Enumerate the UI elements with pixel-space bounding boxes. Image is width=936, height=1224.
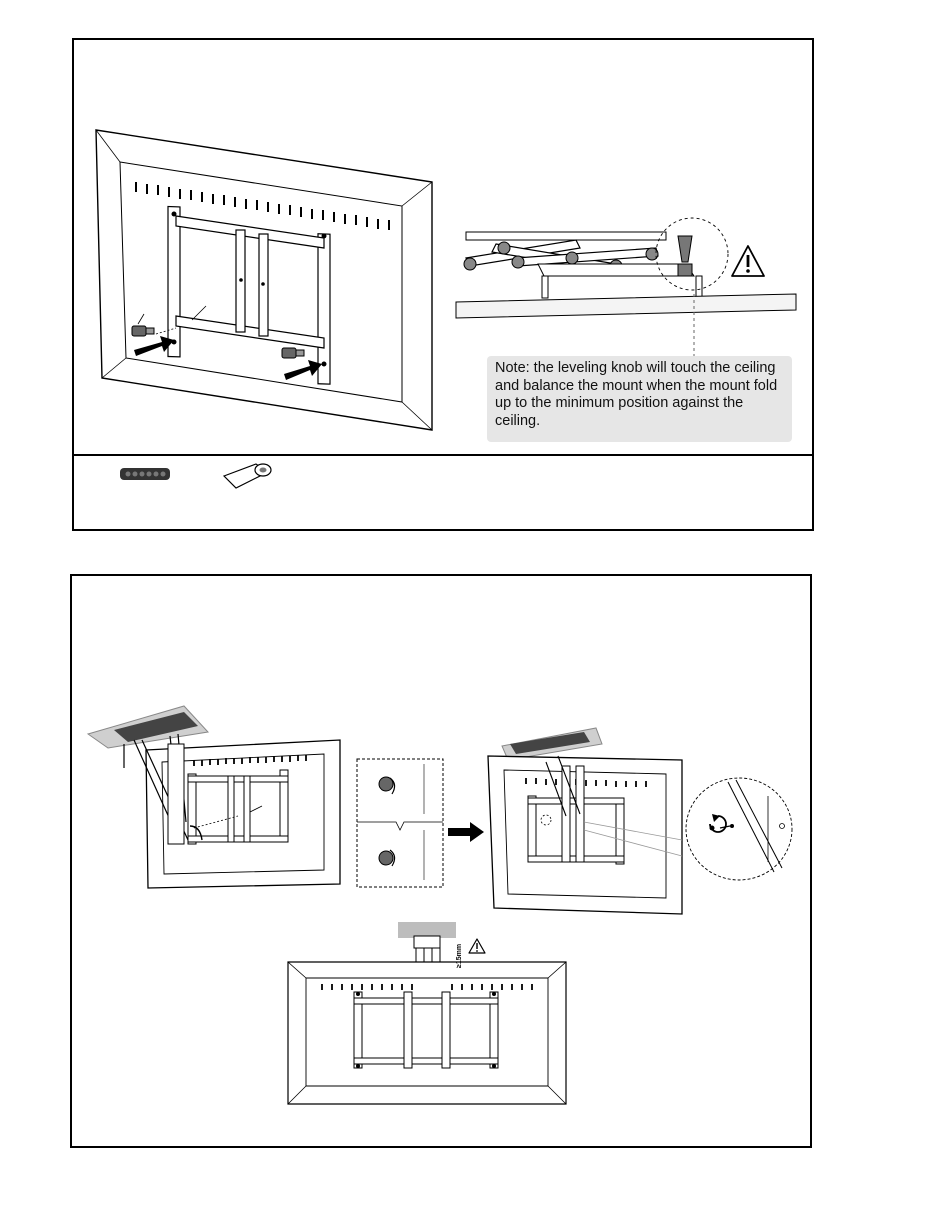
tv-back-illustration <box>96 130 436 430</box>
step-panel-top <box>72 38 814 531</box>
ceiling-mount-hanging-illustration <box>84 704 354 894</box>
step-panel-bottom <box>70 574 812 1148</box>
note-leader-line <box>692 294 696 358</box>
clearance-dimension-label: ≥15mm <box>456 943 463 968</box>
note-text: Note: the leveling knob will touch the ceiling and balance the mount when the mount fold up to the minimum position against the ceiling. <box>495 360 778 429</box>
warning-icon <box>730 244 766 278</box>
leveling-knob-part-icon <box>222 462 276 490</box>
front-view-illustration <box>286 922 568 1106</box>
note-box <box>487 356 792 442</box>
bolt-part-icon <box>120 468 170 480</box>
hook-detail-illustration <box>356 758 444 888</box>
screw-detail-illustration <box>684 776 794 882</box>
arrow-right-icon <box>448 822 484 842</box>
parts-divider <box>74 454 812 456</box>
folded-mount-illustration <box>486 726 696 916</box>
warning-icon <box>468 938 486 954</box>
